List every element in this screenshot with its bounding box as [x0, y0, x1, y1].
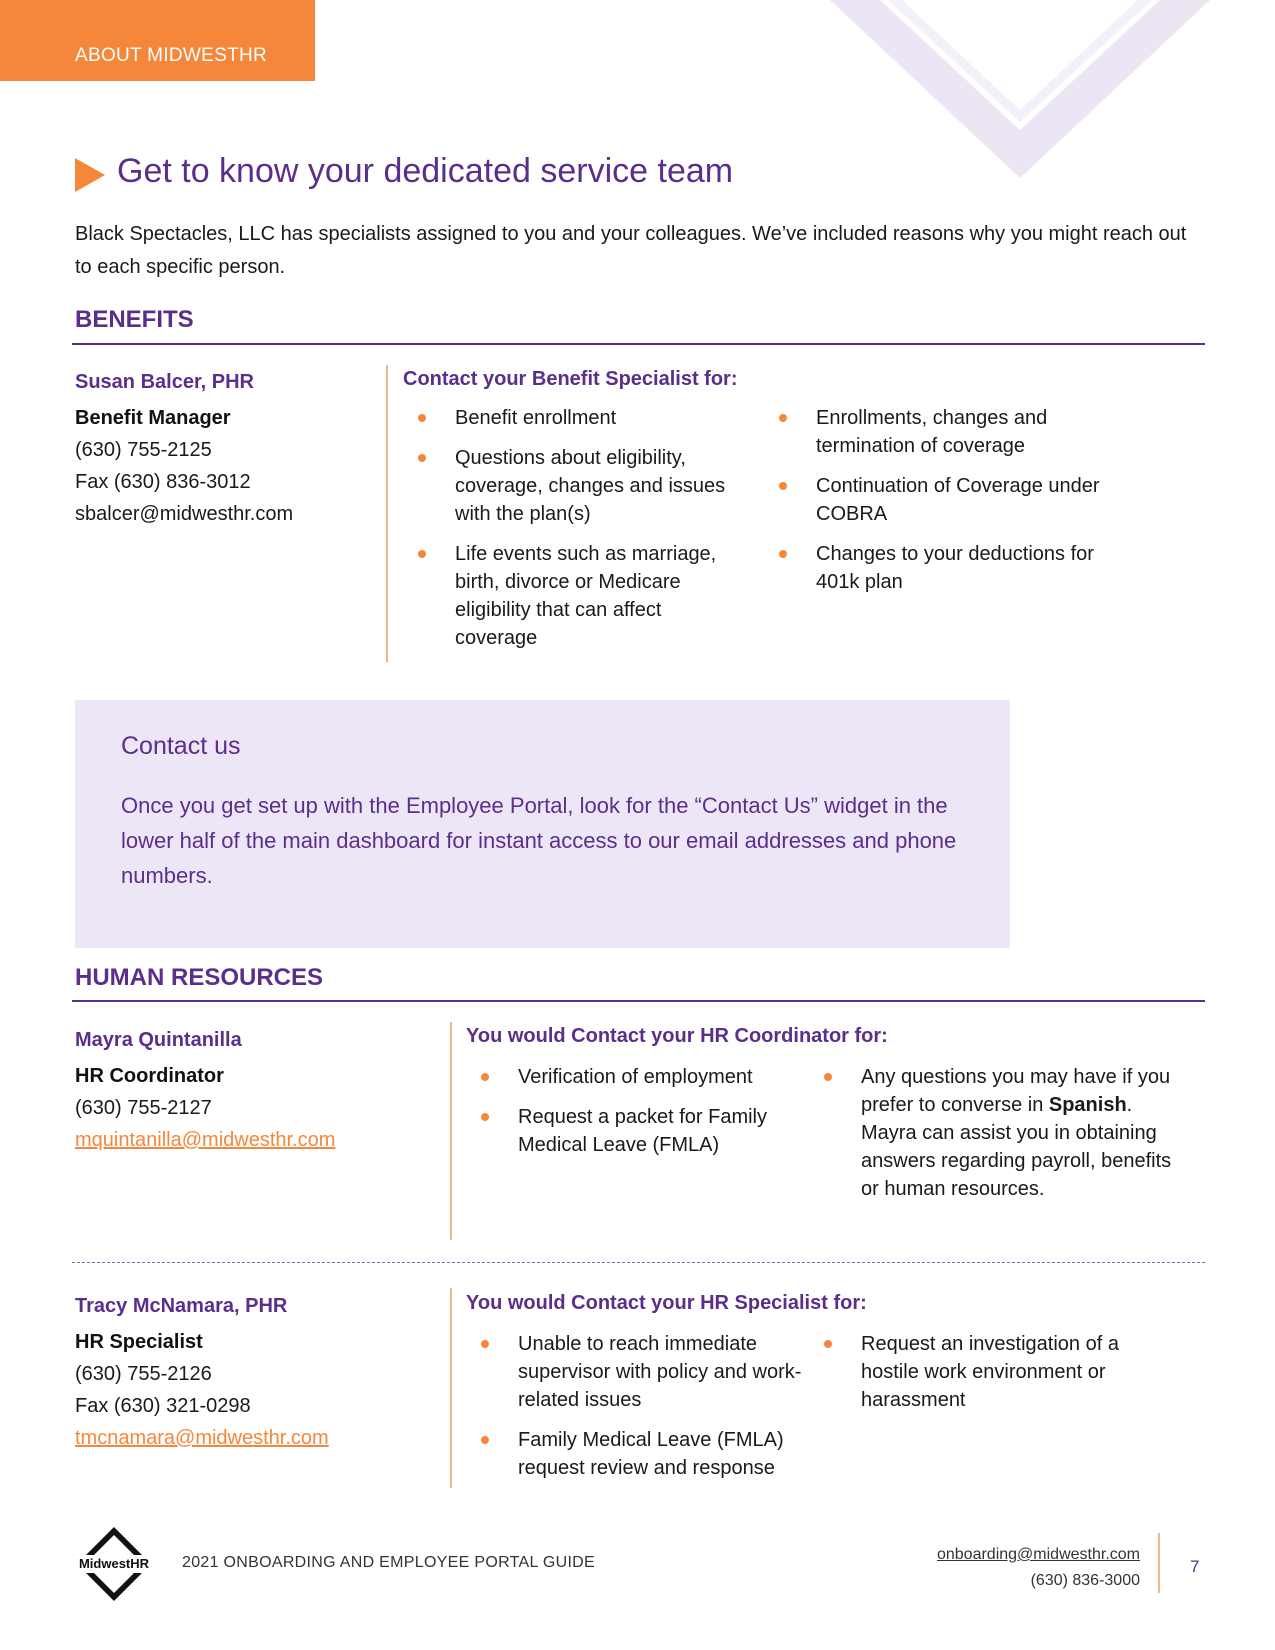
hr-section-title: HUMAN RESOURCES	[75, 964, 324, 991]
hr-coordinator-card	[75, 1024, 335, 1156]
contact-email-link[interactable]: mquintanilla@midwesthr.com	[75, 1129, 336, 1151]
hr-specialist-contact-heading: You would Contact your HR Specialist for:	[466, 1292, 867, 1314]
list-item: Family Medical Leave (FMLA) request review and response	[466, 1426, 806, 1482]
list-item-text: . Mayra can assist you in obtaining answers regarding payroll, benefits or human resources.	[861, 1094, 1172, 1200]
contact-email-link[interactable]: tmcnamara@midwesthr.com	[75, 1427, 329, 1449]
hr-coordinator-contact-heading: You would Contact your HR Coordinator for:	[466, 1025, 888, 1047]
benefits-reasons-right	[764, 404, 1134, 608]
benefits-contact-card	[75, 366, 293, 530]
benefits-section-title: BENEFITS	[75, 306, 194, 333]
benefits-reasons-left	[403, 404, 738, 664]
contact-phone: (630) 755-2126	[75, 1363, 212, 1385]
list-item: Request an investigation of a hostile work environment or harassment	[809, 1330, 1174, 1414]
list-item: Questions about eligibility, coverage, changes and issues with the plan(s)	[403, 444, 738, 528]
contact-name: Susan Balcer, PHR	[75, 371, 254, 393]
contact-name: Mayra Quintanilla	[75, 1029, 242, 1051]
list-item: Continuation of Coverage under COBRA	[764, 472, 1134, 528]
dashed-divider	[72, 1262, 1205, 1263]
hr-specialist-card	[75, 1290, 329, 1454]
footer-phone: (630) 836-3000	[1030, 1572, 1140, 1589]
footer-guide-title: 2021 ONBOARDING AND EMPLOYEE PORTAL GUIDE	[182, 1554, 596, 1571]
list-item: Life events such as marriage, birth, divorce or Medicare eligibility that can affect coverage	[403, 540, 738, 652]
decorative-chevron-icon	[830, 0, 1210, 190]
hr-specialist-reasons-left	[466, 1330, 806, 1494]
footer-contact	[937, 1542, 1140, 1594]
list-item-text: Any questions you may have if you prefer to converse in	[861, 1066, 1171, 1116]
list-item: Enrollments, changes and termination of coverage	[764, 404, 1134, 460]
contact-role: HR Coordinator	[75, 1065, 224, 1087]
list-item: Changes to your deductions for 401k plan	[764, 540, 1134, 596]
contact-fax: Fax (630) 836-3012	[75, 471, 251, 493]
hr-specialist-reasons-right	[809, 1330, 1174, 1426]
list-item: Unable to reach immediate supervisor with policy and work-related issues	[466, 1330, 806, 1414]
column-divider	[450, 1022, 452, 1240]
contact-phone: (630) 755-2127	[75, 1097, 212, 1119]
page-title: Get to know your dedicated service team	[117, 151, 734, 190]
hr-divider	[72, 1000, 1205, 1002]
hr-coordinator-reasons-right	[809, 1063, 1174, 1215]
list-item-emphasis: Spanish	[1048, 1094, 1127, 1116]
section-tab-label: ABOUT MIDWESTHR	[75, 45, 268, 66]
contact-us-callout	[75, 700, 1010, 948]
list-item	[809, 1063, 1174, 1203]
column-divider	[386, 365, 388, 662]
midwesthr-logo	[72, 1525, 156, 1603]
play-arrow-icon	[75, 158, 105, 192]
contact-email: sbalcer@midwesthr.com	[75, 503, 294, 525]
column-divider	[450, 1288, 452, 1488]
benefits-contact-heading: Contact your Benefit Specialist for:	[403, 368, 738, 390]
logo-text: MidwestHR	[78, 1556, 150, 1571]
hr-coordinator-reasons-left	[466, 1063, 806, 1171]
page-heading	[75, 150, 733, 192]
list-item: Verification of employment	[466, 1063, 806, 1091]
contact-fax: Fax (630) 321-0298	[75, 1395, 251, 1417]
footer-divider	[1158, 1533, 1160, 1593]
list-item: Benefit enrollment	[403, 404, 738, 432]
contact-role: HR Specialist	[75, 1331, 203, 1353]
footer-email-link[interactable]: onboarding@midwesthr.com	[936, 1546, 1140, 1563]
callout-title: Contact us	[121, 732, 241, 760]
contact-phone: (630) 755-2125	[75, 439, 212, 461]
contact-name: Tracy McNamara, PHR	[75, 1295, 288, 1317]
callout-body: Once you get set up with the Employee Portal, look for the “Contact Us” widget in the lower half of the main dashboard for instant access to our email addresses and phone numbers.	[121, 793, 957, 888]
list-item: Request a packet for Family Medical Leave (FMLA)	[466, 1103, 806, 1159]
benefits-divider	[72, 343, 1205, 345]
contact-role: Benefit Manager	[75, 407, 231, 429]
section-tab	[0, 0, 315, 81]
page-number: 7	[1190, 1557, 1200, 1576]
intro-paragraph: Black Spectacles, LLC has specialists assigned to you and your colleagues. We’ve included reasons why you might reach out to each specific person.	[75, 223, 1187, 278]
